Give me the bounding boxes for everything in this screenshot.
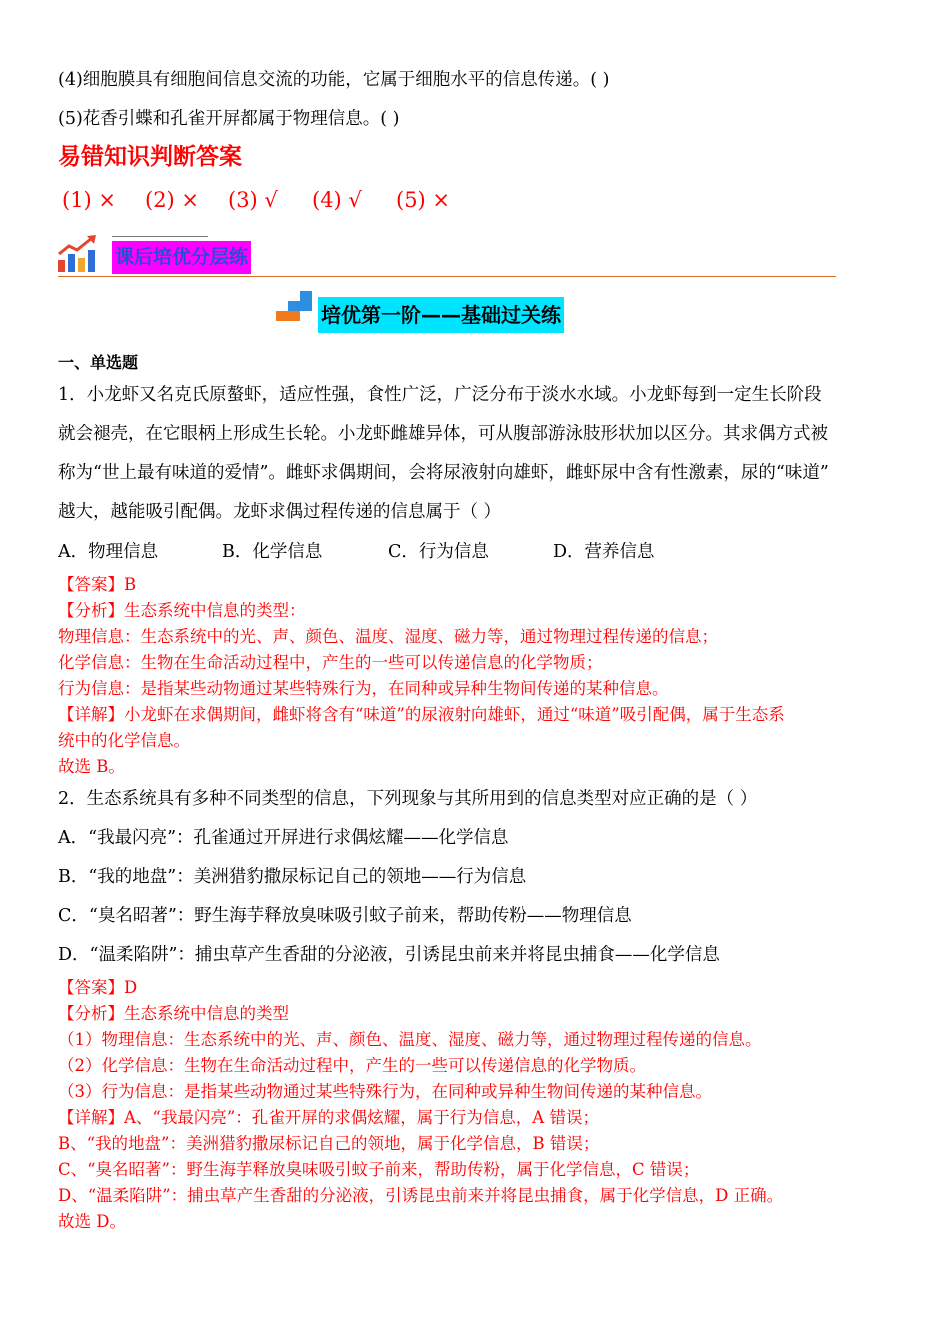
steps-icon [276,291,318,323]
q2-option-b: B．“我的地盘”：美洲猎豹撒尿标记自己的领地——行为信息 [58,867,527,887]
q1-analysis: 【分析】生态系统中信息的类型： [58,601,306,620]
divider [58,276,836,277]
section-heading: 一、单选题 [58,353,139,372]
q2-analysis-line: （1）物理信息：生态系统中的光、声、颜色、温度、湿度、磁力等，通过物理过程传递的信息。 [58,1030,762,1049]
q1-stem-line: 就会褪壳，在它眼柄上形成生长轮。小龙虾雌雄异体，可从腹部游泳肢形状加以区分。其求偶方式被 [58,424,828,444]
q2-option-d: D．“温柔陷阱”：捕虫草产生香甜的分泌液，引诱昆虫前来并将昆虫捕食——化学信息 [58,945,720,965]
q1-analysis-line: 行为信息：是指某些动物通过某些特殊行为，在同种或异种生物间传递的某种信息。 [58,679,669,698]
judge-answer-4: (4) √ [312,188,362,212]
q2-detail-line: B、“我的地盘”：美洲猎豹撒尿标记自己的领地，属于化学信息，B 错误； [58,1134,600,1153]
q1-answer: 【答案】B [58,575,137,594]
q2-analysis-line: （2）化学信息：生物在生命活动过程中，产生的一些可以传递信息的化学物质。 [58,1056,646,1075]
banner-top-line [112,236,208,237]
q2-analysis-line: （3）行为信息：是指某些动物通过某些特殊行为，在同种或异种生物间传递的某种信息。 [58,1082,712,1101]
judge-answer-5: (5) × [396,188,451,212]
judge-item-4: (4)细胞膜具有细胞间信息交流的功能，它属于细胞水平的信息传递。( ) [58,70,610,90]
q2-choice: 故选 D。 [58,1212,126,1231]
judge-answer-1: (1) × [62,188,117,212]
judge-answer-3: (3) √ [228,188,278,212]
judge-item-5: (5)花香引蝶和孔雀开屏都属于物理信息。( ) [58,109,400,129]
level-title: 培优第一阶——基础过关练 [318,297,564,333]
q1-option-b: B．化学信息 [222,542,323,562]
q2-analysis: 【分析】生态系统中信息的类型 [58,1004,289,1023]
q1-detail-line: 统中的化学信息。 [58,731,190,750]
q2-detail-line: D、“温柔陷阱”：捕虫草产生香甜的分泌液，引诱昆虫前来并将昆虫捕食，属于化学信息，D 正确。 [58,1186,784,1205]
q1-choice: 故选 B。 [58,757,125,776]
q1-stem-line: 1．小龙虾又名克氏原螯虾，适应性强，食性广泛，广泛分布于淡水水域。小龙虾每到一定生长阶段 [58,385,822,405]
growth-chart-icon [56,234,100,274]
q2-option-c: C．“臭名昭著”：野生海芋释放臭味吸引蚊子前来，帮助传粉——物理信息 [58,906,632,926]
q1-analysis-line: 化学信息：生物在生命活动过程中，产生的一些可以传递信息的化学物质； [58,653,603,672]
q1-option-c: C．行为信息 [388,542,489,562]
q1-option-d: D．营养信息 [553,542,655,562]
q2-detail-line: C、“臭名昭著”：野生海芋释放臭味吸引蚊子前来，帮助传粉，属于化学信息，C 错误； [58,1160,700,1179]
q1-analysis-line: 物理信息：生态系统中的光、声、颜色、温度、湿度、磁力等，通过物理过程传递的信息； [58,627,718,646]
judge-answer-2: (2) × [145,188,200,212]
q2-answer: 【答案】D [58,978,138,997]
q1-detail: 【详解】小龙虾在求偶期间，雌虾将含有“味道”的尿液射向雄虾，通过“味道”吸引配偶，属于生态系 [58,705,785,724]
q1-stem-line: 越大，越能吸引配偶。龙虾求偶过程传递的信息属于（ ） [58,502,502,522]
q2-detail: 【详解】A、“我最闪亮”：孔雀开屏的求偶炫耀，属于行为信息，A 错误； [58,1108,599,1127]
judge-answer-title: 易错知识判断答案 [58,144,242,170]
q1-option-a: A．物理信息 [58,542,159,562]
practice-banner: 课后培优分层练 [112,241,251,274]
q2-option-a: A．“我最闪亮”：孔雀通过开屏进行求偶炫耀——化学信息 [58,828,509,848]
q1-stem-line: 称为“世上最有味道的爱情”。雌虾求偶期间，会将尿液射向雄虾，雌虾尿中含有性激素，尿的“味道” [58,463,829,483]
q2-stem: 2．生态系统具有多种不同类型的信息，下列现象与其所用到的信息类型对应正确的是（ ） [58,789,758,809]
